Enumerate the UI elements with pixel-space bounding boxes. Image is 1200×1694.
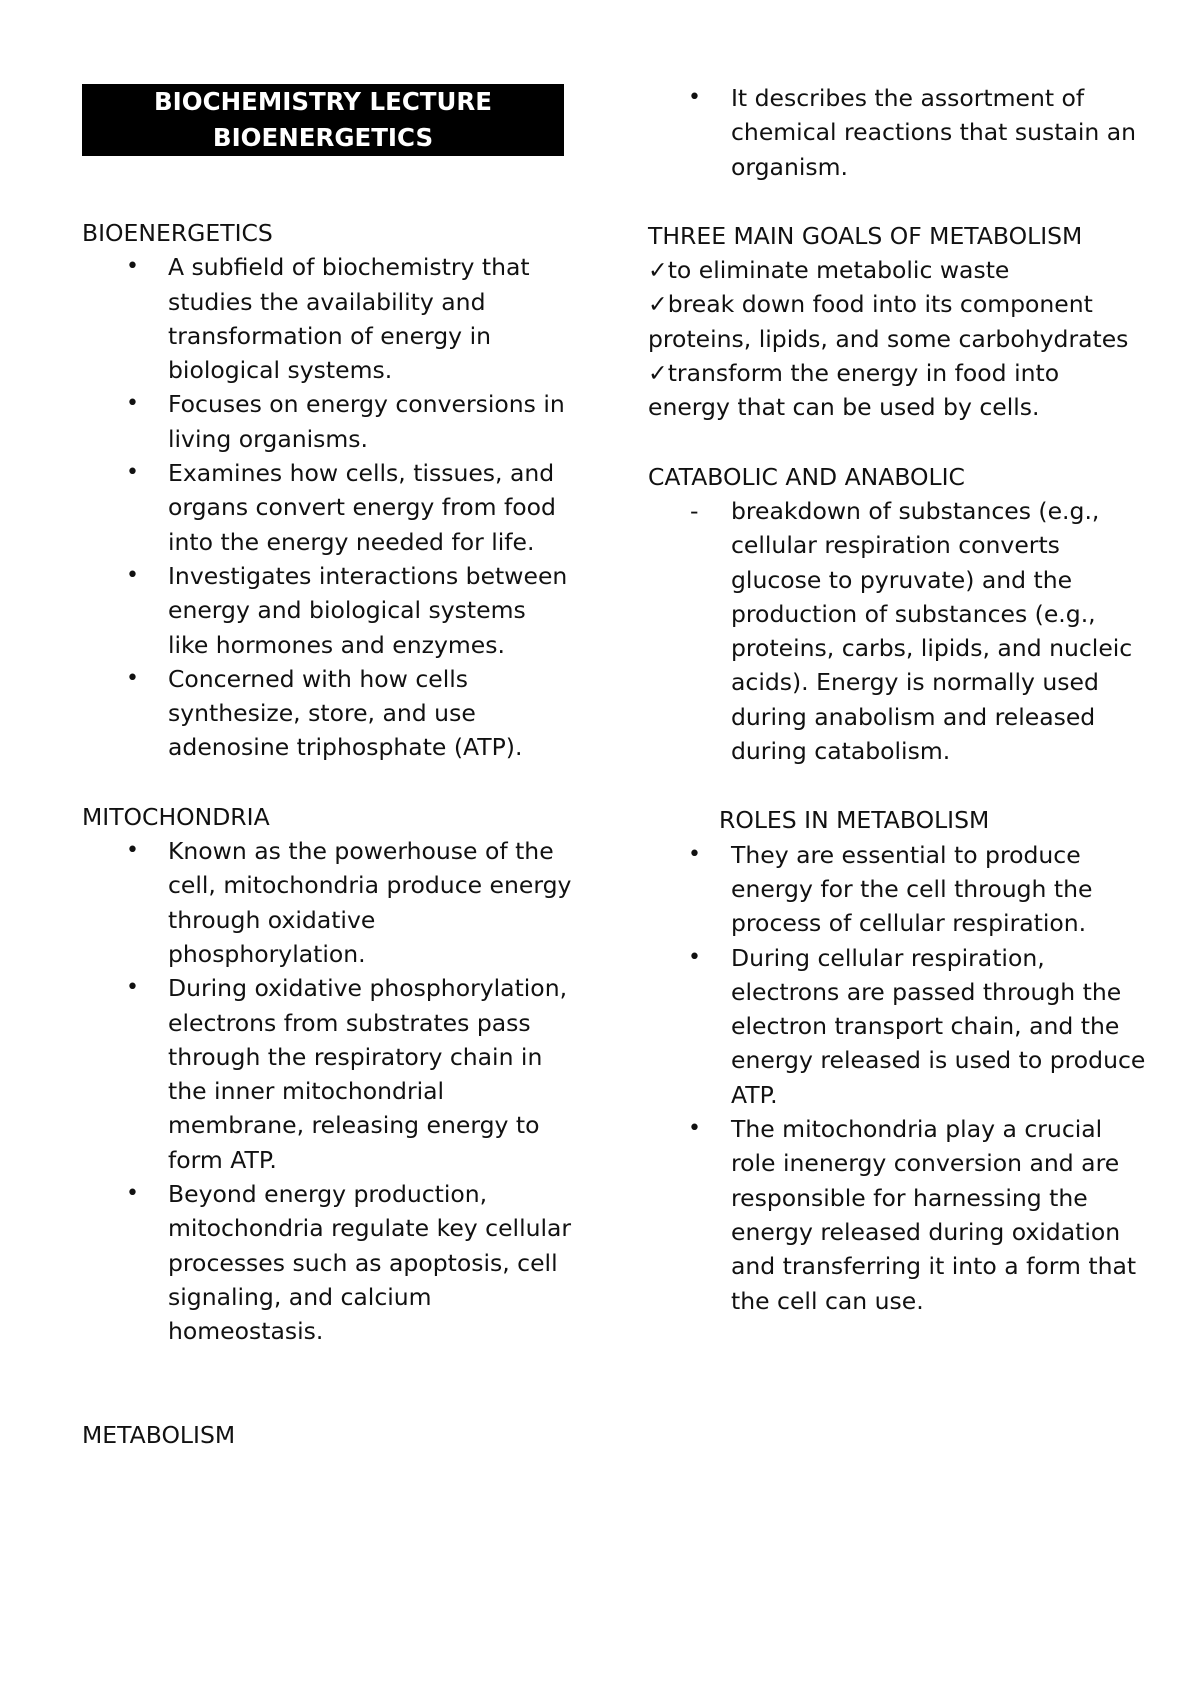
list-item: - breakdown of substances (e.g., cellular respiration converts glucose to pyruvate) and the production of substances (e.g., proteins, carbs, lipids, and nucleic acids). Energy is normally used during anabolism and released during catabolism.: [648, 494, 1148, 768]
list-item: • Known as the powerhouse of the cell, mitochondria produce energy through oxidative phosphorylation.: [82, 834, 572, 971]
list-item: ✓to eliminate metabolic waste: [648, 256, 1010, 285]
bioenergetics-list: [82, 250, 572, 764]
goals-heading: THREE MAIN GOALS OF METABOLISM: [648, 221, 1083, 250]
list-item: • During cellular respiration, electrons are passed through the electron transport chain, and the energy released is used to produce ATP.: [648, 941, 1148, 1112]
catabolic-heading: CATABOLIC AND ANABOLIC: [648, 462, 965, 491]
list-item: • Investigates interactions between energy and biological systems like hormones and enzymes.: [82, 559, 572, 662]
list-item: • Concerned with how cells synthesize, store, and use adenosine triphosphate (ATP).: [82, 662, 572, 765]
right-column: [648, 81, 1148, 1318]
list-item: • A subfield of biochemistry that studies the availability and transformation of energy in biological systems.: [82, 250, 572, 387]
roles-heading: ROLES IN METABOLISM: [719, 806, 990, 835]
list-item: • Focuses on energy conversions in living organisms.: [82, 387, 572, 456]
metabolism-heading: METABOLISM: [82, 1420, 236, 1449]
list-item: • Examines how cells, tissues, and organs convert energy from food into the energy needed for life.: [82, 456, 572, 559]
metabolism-list: [648, 81, 1148, 184]
mitochondria-list: [82, 834, 572, 1348]
list-item: • During oxidative phosphorylation, electrons from substrates pass through the respiratory chain in the inner mitochondrial membrane, releasing energy to form ATP.: [82, 971, 572, 1177]
list-item: • It describes the assortment of chemical reactions that sustain an organism.: [648, 81, 1148, 184]
goals-list: [648, 253, 1148, 424]
list-item: ✓transform the energy in food into energy that can be used by cells.: [648, 359, 1060, 422]
left-column: [82, 84, 572, 1452]
list-item: • Beyond energy production, mitochondria regulate key cellular processes such as apoptosis, cell signaling, and calcium homeostasis.: [82, 1177, 572, 1348]
document-title-box: [82, 84, 564, 156]
mitochondria-heading: MITOCHONDRIA: [82, 802, 270, 831]
catabolic-list: [648, 494, 1148, 768]
list-item: • The mitochondria play a crucial role inenergy conversion and are responsible for harnessing the energy released during oxidation and transferring it into a form that the cell can use.: [648, 1112, 1148, 1318]
bioenergetics-heading: BIOENERGETICS: [82, 219, 273, 247]
title-line-1: BIOCHEMISTRY LECTURE: [153, 87, 493, 116]
title-line-2: BIOENERGETICS: [212, 123, 434, 152]
roles-list: [648, 838, 1148, 1318]
list-item: • They are essential to produce energy for the cell through the process of cellular respiration.: [648, 838, 1148, 941]
list-item: ✓break down food into its component proteins, lipids, and some carbohydrates: [648, 290, 1129, 353]
